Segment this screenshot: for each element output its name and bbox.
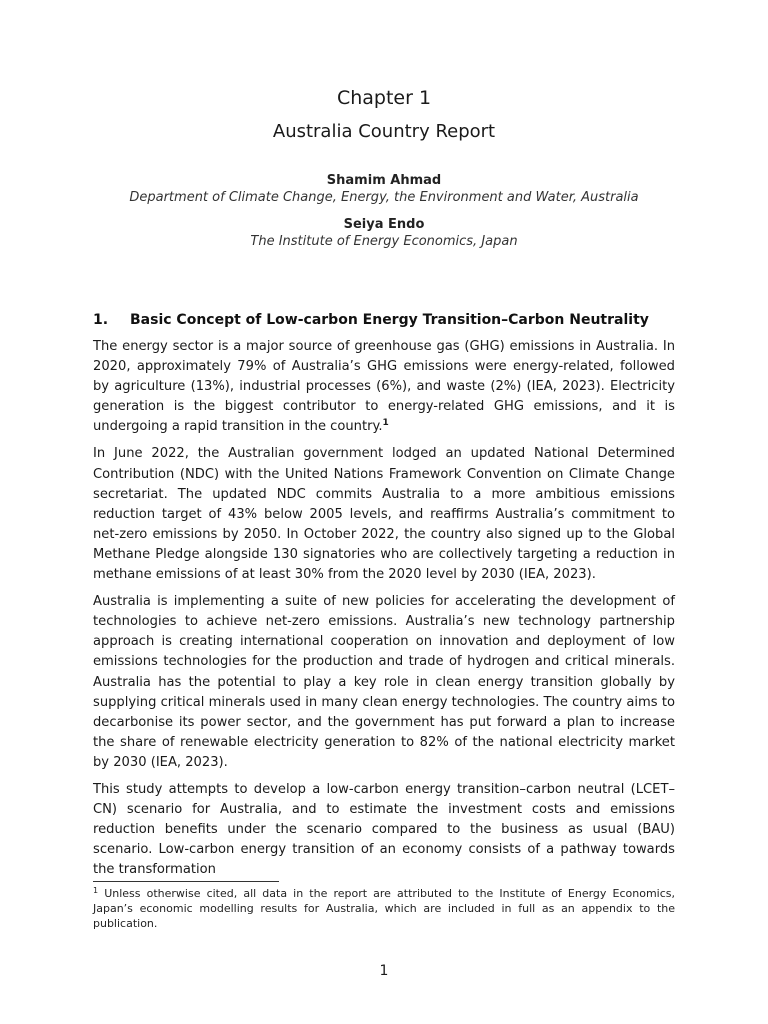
- footnote-reference[interactable]: 1: [382, 418, 389, 429]
- paragraph: Australia is implementing a suite of new policies for accelerating the development of technologies to achieve net-zero emissions. Australia’s new technology partnership approach is creating international cooperation on innovation and deployment of low emissions technologies for the production and trade of hydrogen and critical minerals. Australia has the potential to play a key role in clean energy transition globally by supplying critical minerals used in many clean energy technologies. The country aims to decarbonise its power sector, and the government has put forward a plan to increase the share of renewable electricity generation to 82% of the national electricity market by 2030 (IEA, 2023).: [93, 594, 675, 770]
- footnote-marker: 1: [93, 886, 99, 895]
- author-affiliation: The Institute of Energy Economics, Japan: [250, 234, 518, 249]
- author-name: Shamim Ahmad: [326, 173, 442, 188]
- footnote-divider: [93, 881, 279, 882]
- paragraph: In June 2022, the Australian government lodged an updated National Determined Contribution (NDC) with the United Nations Framework Convention on Climate Change secretariat. The updated NDC commits Australia to a more ambitious emissions reduction target of 43% below 2005 levels, and reaffirms Australia’s commitment to net-zero emissions by 2050. In October 2022, the country also signed up to the Global Methane Pledge alongside 130 signatories who are collectively targeting a reduction in methane emissions of at least 30% from the 2020 level by 2030 (IEA, 2023).: [93, 446, 675, 583]
- chapter-title: Australia Country Report: [272, 121, 496, 142]
- section-number: 1.: [93, 312, 109, 328]
- footnote: [93, 886, 675, 931]
- paragraph: This study attempts to develop a low-carbon energy transition–carbon neutral (LCET–CN) scenario for Australia, and to estimate the investment costs and emissions reduction benefits under the scenario compared to the business as usual (BAU) scenario. Low-carbon energy transition of an economy consists of a pathway towards the transformation: [93, 781, 675, 878]
- paragraph: [93, 337, 675, 437]
- author-affiliation: Department of Climate Change, Energy, the Environment and Water, Australia: [129, 190, 639, 205]
- body-text: [93, 337, 675, 887]
- footnote-text: Unless otherwise cited, all data in the report are attributed to the Institute of Energy Economics, Japan’s economic modelling results for Australia, which are included in full as an appendix to the publication.: [93, 887, 676, 930]
- author-name: Seiya Endo: [343, 217, 425, 232]
- section-heading: [93, 310, 683, 330]
- paragraph-text: The energy sector is a major source of greenhouse gas (GHG) emissions in Australia. In 2020, approximately 79% of Australia’s GHG emissions were energy-related, followed by agriculture (13%), industrial processes (6%), and waste (2%) (IEA, 2023). Electricity generation is the biggest contributor to energy-related GHG emissions, and it is undergoing a rapid transition in the country.: [93, 339, 675, 435]
- chapter-label: Chapter 1: [336, 87, 432, 109]
- section-title: Basic Concept of Low-carbon Energy Transition–Carbon Neutrality: [130, 312, 649, 328]
- page-number: 1: [379, 963, 389, 979]
